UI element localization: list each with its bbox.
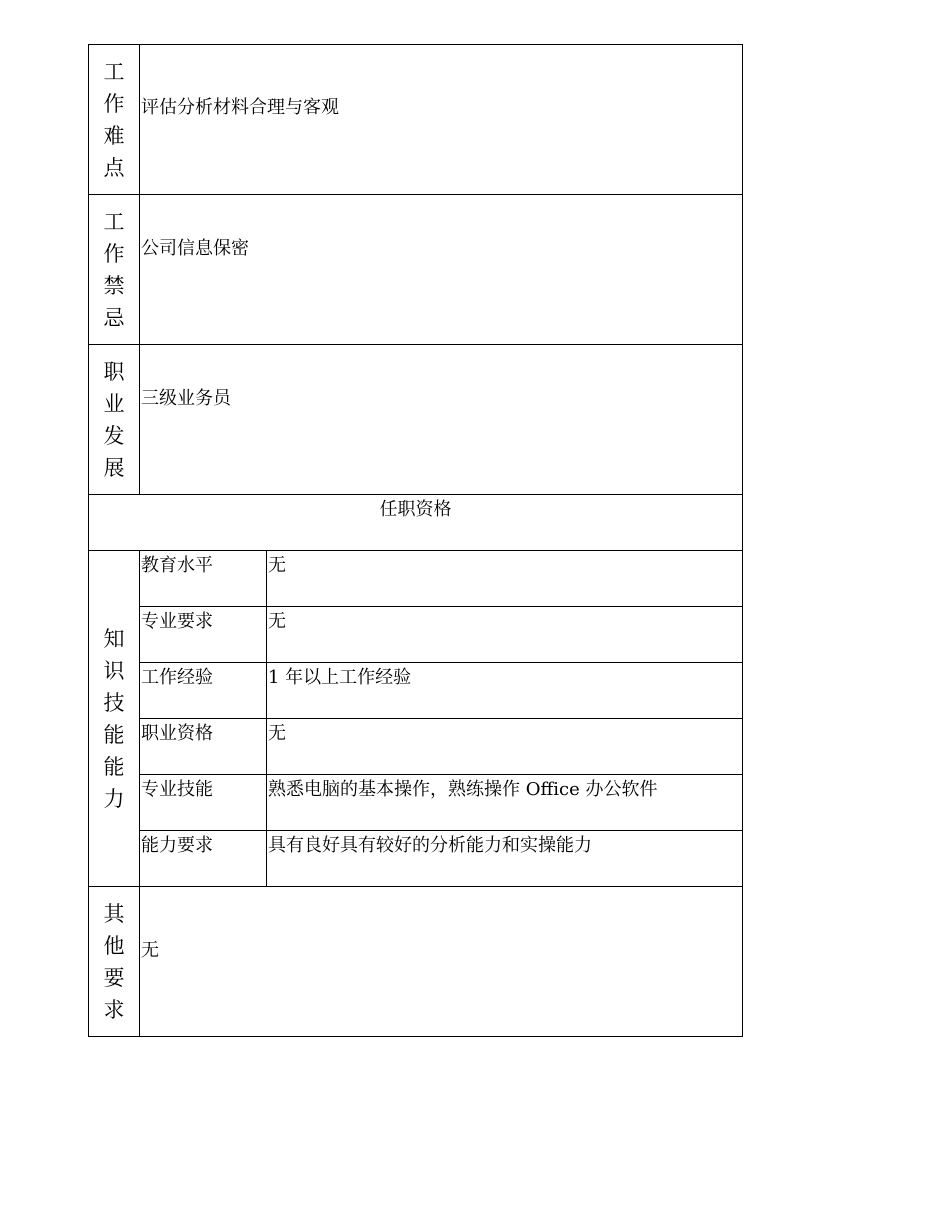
career-development-value: 三级业务员 (141, 387, 231, 409)
work-difficulty-value: 评估分析材料合理与客观 (141, 97, 339, 118)
qualification-name: 教育水平 (140, 551, 267, 607)
label-cell (89, 887, 140, 1037)
work-taboo-value: 公司信息保密 (141, 237, 249, 259)
qualification-name: 能力要求 (140, 831, 267, 887)
label-cell (89, 345, 140, 495)
career-development-label: 职业发展 (103, 359, 125, 480)
label-cell (89, 195, 140, 345)
work-difficulty-cell (140, 45, 743, 195)
qualification-value: 具有良好具有较好的分析能力和实操能力 (267, 831, 743, 887)
qualification-row (89, 719, 743, 775)
qualification-name: 职业资格 (140, 719, 267, 775)
row-work-taboo (89, 195, 743, 345)
qualification-row (89, 551, 743, 607)
qualification-value: 熟悉电脑的基本操作，熟练操作 Office 办公软件 (267, 775, 743, 831)
row-work-difficulty (89, 45, 743, 195)
qualifications-header: 任职资格 (89, 495, 743, 551)
qualifications-group-cell (89, 551, 140, 887)
work-taboo-label: 工作禁忌 (103, 209, 125, 330)
qualification-row (89, 775, 743, 831)
qualification-name: 工作经验 (140, 663, 267, 719)
work-difficulty-label: 工作难点 (103, 59, 125, 180)
qualification-name: 专业要求 (140, 607, 267, 663)
other-requirements-label: 其他要求 (103, 901, 125, 1022)
qualifications-group-label: 知识技能能力 (103, 626, 125, 811)
row-career-development (89, 345, 743, 495)
qualification-row (89, 607, 743, 663)
qualification-value: 无 (267, 719, 743, 775)
label-cell (89, 45, 140, 195)
career-development-cell (140, 345, 743, 495)
row-other-requirements (89, 887, 743, 1037)
other-requirements-value: 无 (141, 939, 159, 961)
qualification-value: 无 (267, 607, 743, 663)
job-description-table (88, 44, 743, 1037)
row-qualifications-header (89, 495, 743, 551)
qualification-value: 无 (267, 551, 743, 607)
qualification-row (89, 831, 743, 887)
work-taboo-cell (140, 195, 743, 345)
qualification-name: 专业技能 (140, 775, 267, 831)
qualification-value: 1 年以上工作经验 (267, 663, 743, 719)
other-requirements-cell (140, 887, 743, 1037)
qualification-row (89, 663, 743, 719)
